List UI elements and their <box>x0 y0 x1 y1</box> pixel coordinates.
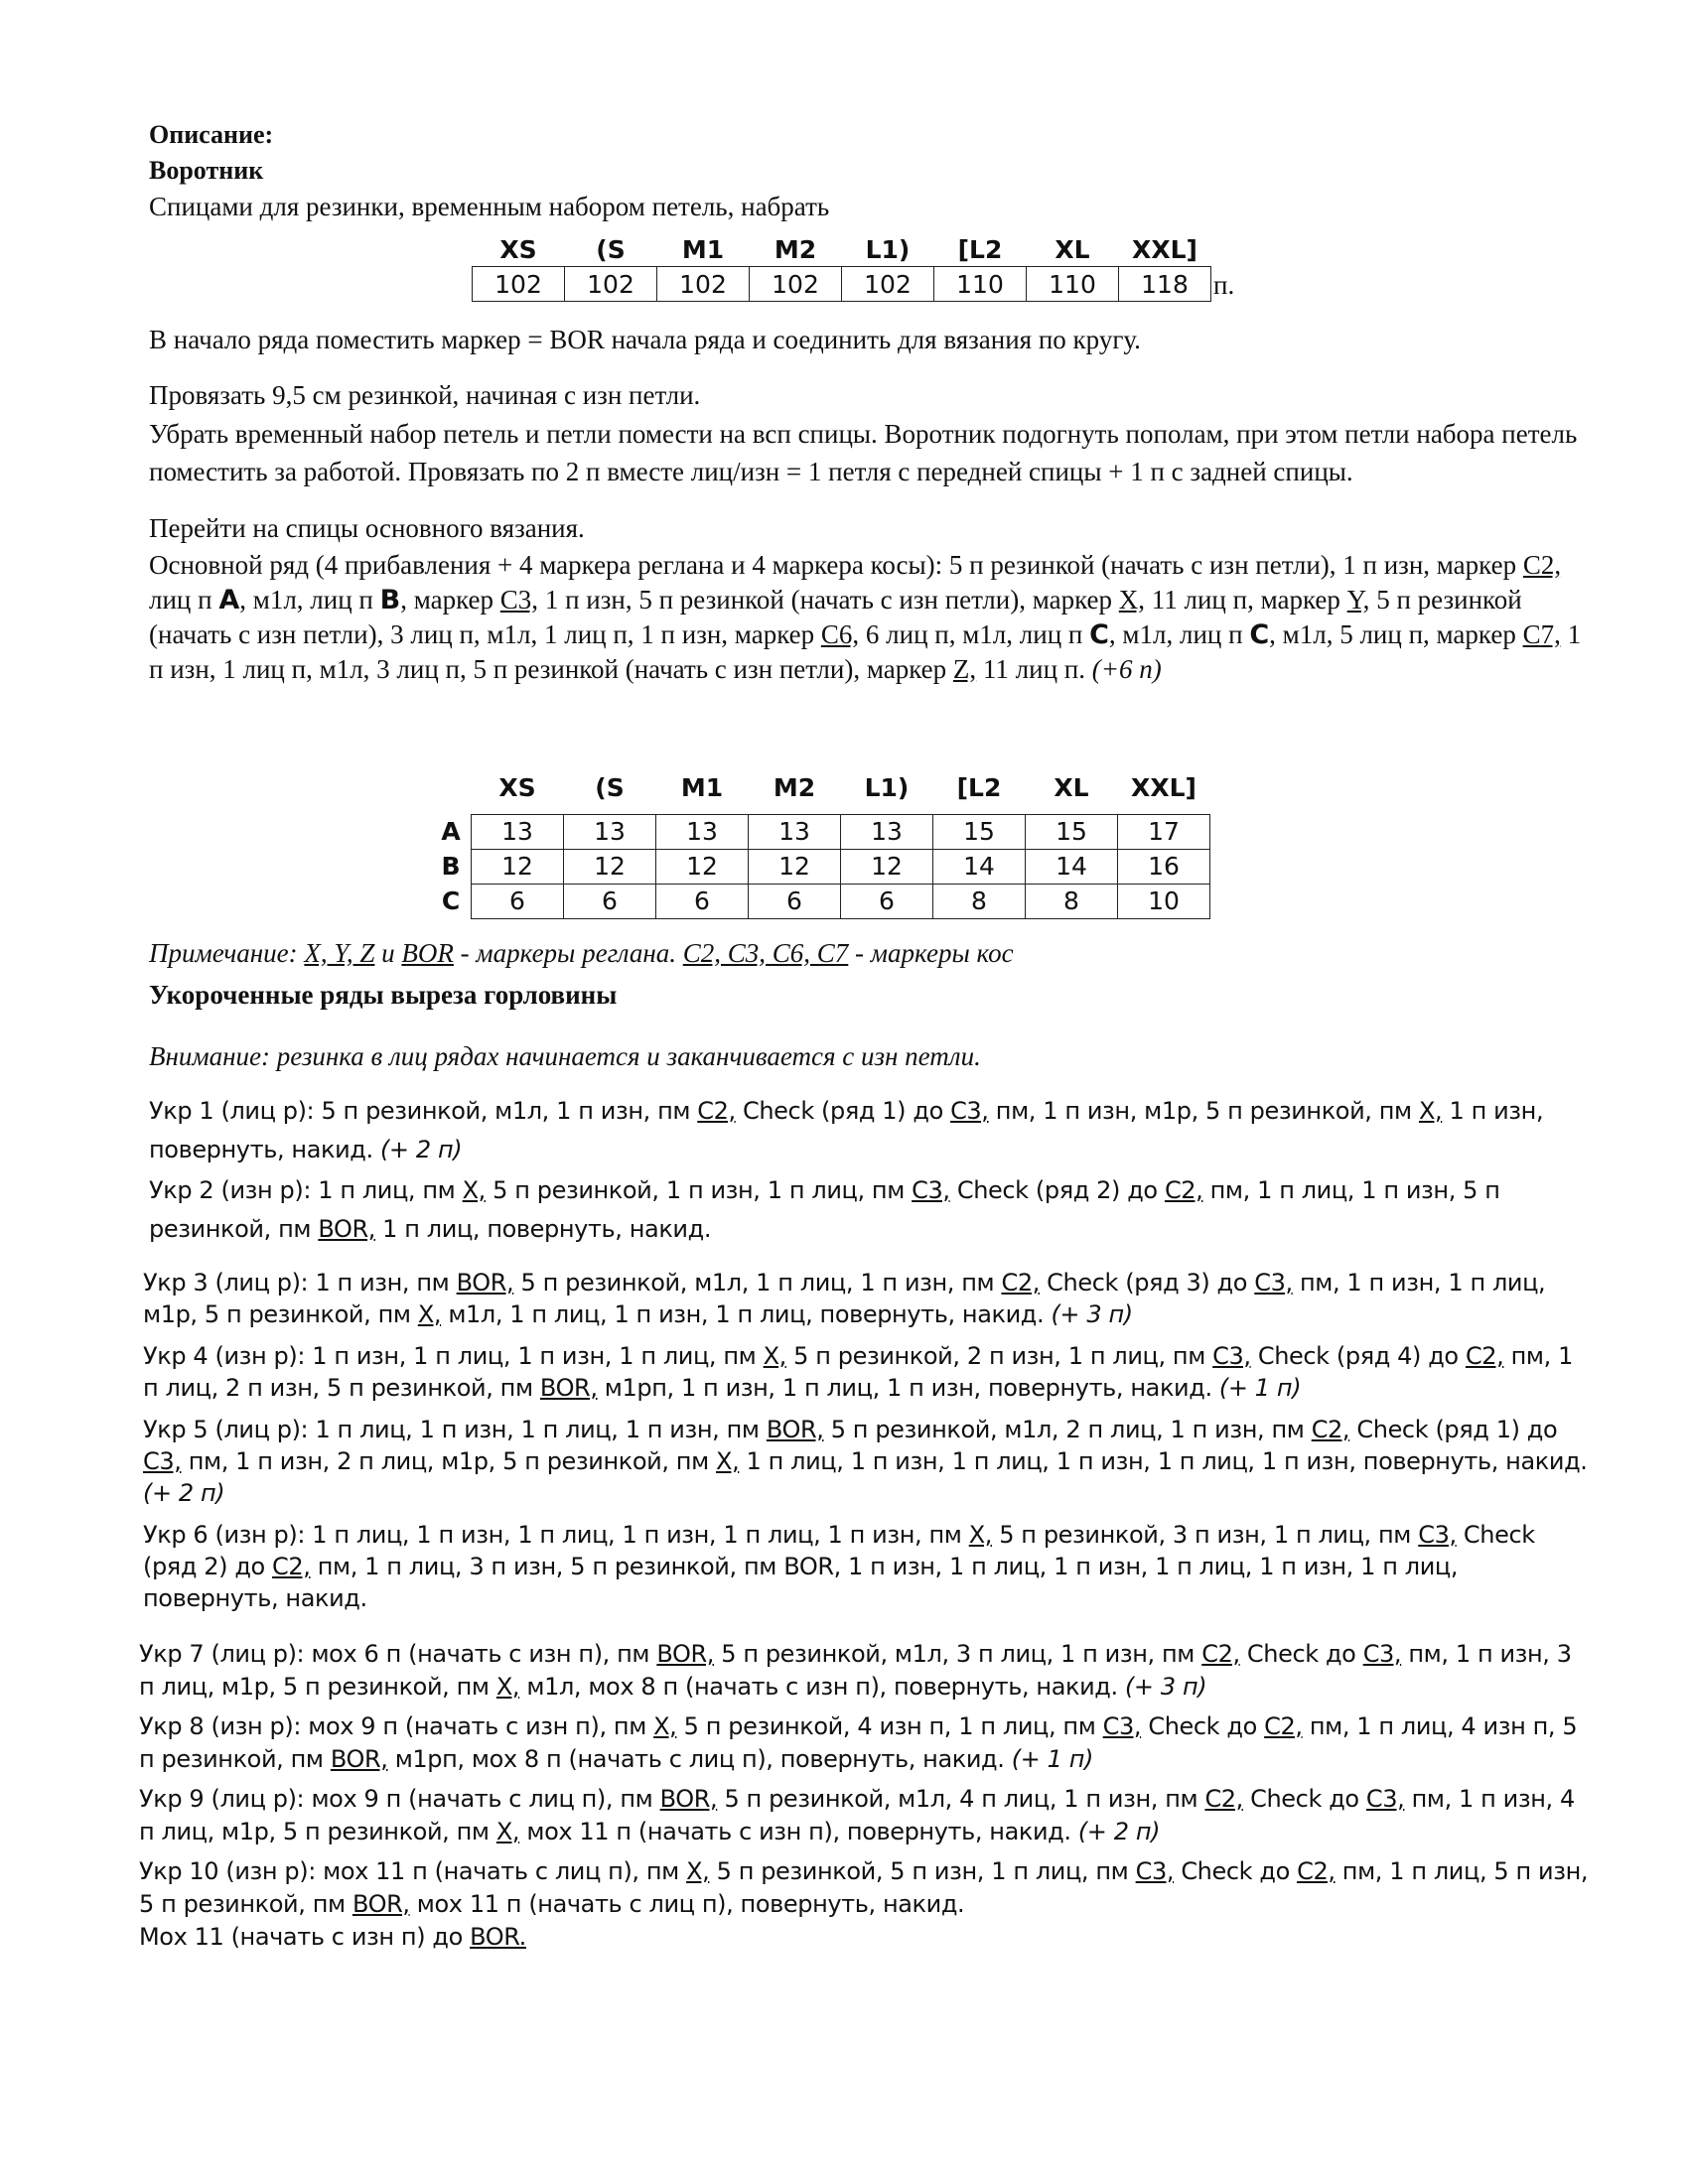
row-text: м1л, мох 8 п (начать с изн п), повернуть, накид. <box>519 1673 1125 1701</box>
cast-on-unit: п. <box>1213 270 1235 300</box>
abc-table-body <box>431 814 1210 918</box>
marker-c7: C7, <box>1522 619 1561 649</box>
main-row-text: 11 лиц п. <box>976 654 1092 684</box>
abc-cell: 12 <box>656 849 749 884</box>
row-text: Укр 6 (изн р): 1 п лиц, 1 п изн, 1 п лиц, 1 п изн, 1 п лиц, 1 п изн, пм <box>143 1521 969 1549</box>
abc-cell: 14 <box>933 849 1026 884</box>
abc-cell: 6 <box>656 884 749 918</box>
abc-row <box>431 814 1210 849</box>
row-text: 5 п резинкой, м1л, 4 п лиц, 1 п изн, пм <box>717 1785 1205 1813</box>
label-a: A <box>218 585 240 615</box>
cast-on-cell: 110 <box>1027 267 1119 302</box>
marker: C2, <box>1001 1269 1040 1297</box>
ukr-3 <box>143 1267 1593 1330</box>
marker: X, <box>716 1447 740 1475</box>
marker: X, <box>1418 1097 1443 1125</box>
row-text: Check (ряд 1) до <box>1349 1416 1558 1443</box>
marker: C2, <box>1465 1342 1504 1370</box>
marker: X, <box>495 1673 520 1701</box>
table-corner <box>431 762 472 814</box>
row-text: м1рп, 1 п изн, 1 п лиц, 1 п изн, повернуть, накид. <box>597 1374 1219 1402</box>
row-text: Check до <box>1174 1857 1298 1885</box>
main-row-text: лиц п <box>149 585 219 614</box>
row-text: 5 п резинкой, 1 п изн, 1 п лиц, пм <box>485 1176 913 1204</box>
row-text: пм, 1 п лиц, 4 изн п, 5 п резинкой, пм <box>139 1712 1578 1773</box>
main-row-text: 5 п резинкой (начать с изн петли), 3 лиц п, м1л, 1 лиц п, 1 п изн, маркер <box>149 585 1522 649</box>
row-text: мох 11 п (начать с лиц п), повернуть, накид. <box>409 1890 965 1918</box>
marker: C3, <box>1212 1342 1251 1370</box>
row-text: 5 п резинкой, м1л, 2 п лиц, 1 п изн, пм <box>823 1416 1312 1443</box>
marker: C3, <box>143 1447 182 1475</box>
abc-cell: 17 <box>1118 814 1210 849</box>
marker: C3, <box>912 1176 950 1204</box>
increase-count: (+ 2 п) <box>1077 1818 1161 1845</box>
row-text: 1 п лиц, повернуть, накид. <box>374 1215 712 1243</box>
row-text: 5 п резинкой, 2 п изн, 1 п лиц, пм <box>785 1342 1213 1370</box>
abc-cell: 15 <box>933 814 1026 849</box>
main-row-text: , маркер <box>400 585 500 614</box>
heading-description: Описание: <box>149 120 274 149</box>
row-text: 1 п лиц, 1 п изн, 1 п лиц, 1 п изн, 1 п лиц, 1 п изн, повернуть, накид. <box>739 1447 1588 1475</box>
row-text: 5 п резинкой, 4 изн п, 1 п лиц, пм <box>676 1712 1103 1740</box>
ukr-9 <box>139 1783 1589 1848</box>
size-header: (S <box>596 234 626 264</box>
row-text: Укр 7 (лиц р): мох 6 п (начать с изн п), пм <box>139 1640 657 1668</box>
marker: C3, <box>1362 1640 1402 1668</box>
marker: X, <box>763 1342 786 1370</box>
marker: C2, <box>272 1553 311 1580</box>
marker: C3, <box>1135 1857 1175 1885</box>
marker-x: X, <box>1118 585 1146 614</box>
size-header: L1) <box>864 773 910 803</box>
size-header: M1 <box>681 234 725 264</box>
abc-stitch-table <box>431 762 1210 919</box>
row-text: 5 п резинкой, м1л, 1 п лиц, 1 п изн, пм <box>513 1269 1002 1297</box>
note-paragraph <box>149 935 1599 971</box>
ukr-5 <box>143 1414 1593 1509</box>
size-header-row <box>473 232 1211 267</box>
marker: C2, <box>1297 1857 1336 1885</box>
abc-cell: 12 <box>564 849 656 884</box>
main-row-text: , м1л, лиц п <box>239 585 380 614</box>
size-header: XXL] <box>1131 773 1196 803</box>
row-label: C <box>441 887 461 915</box>
marker: C2, <box>697 1097 736 1125</box>
main-row-text: , м1л, 5 лиц п, маркер <box>1269 619 1523 649</box>
marker: X, <box>417 1300 442 1328</box>
marker: C3, <box>1365 1785 1405 1813</box>
cast-on-cell: 102 <box>565 267 657 302</box>
marker: BOR, <box>330 1745 388 1773</box>
row-text: м1рп, мох 8 п (начать с лиц п), повернуть, накид. <box>387 1745 1012 1773</box>
size-header: L1) <box>865 234 911 264</box>
collar-paragraph-3: Перейти на спицы основного вязания. <box>149 513 585 543</box>
row-text: мох 11 п (начать с изн п), повернуть, накид. <box>519 1818 1078 1845</box>
abc-cell: 10 <box>1118 884 1210 918</box>
row-text: Check до <box>1141 1712 1265 1740</box>
heading-short-rows: Укороченные ряды выреза горловины <box>149 980 618 1010</box>
label-b: B <box>379 585 401 615</box>
abc-cell: 8 <box>933 884 1026 918</box>
note-block <box>149 935 1599 1074</box>
row-text: Check (ряд 2) до <box>949 1176 1165 1204</box>
row-text: пм, 1 п изн, 2 п лиц, м1р, 5 п резинкой, пм <box>181 1447 717 1475</box>
raglan-markers: X, Y, Z <box>304 938 375 968</box>
heading-block <box>149 117 1599 224</box>
row-text: Укр 4 (изн р): 1 п изн, 1 п лиц, 1 п изн, 1 п лиц, пм <box>143 1342 764 1370</box>
size-header: (S <box>595 773 625 803</box>
marker: C2, <box>1311 1416 1350 1443</box>
abc-cell: 13 <box>564 814 656 849</box>
final-row <box>139 1921 1589 1954</box>
abc-cell: 12 <box>749 849 841 884</box>
marker: C2, <box>1164 1176 1203 1204</box>
cast-on-cell: 102 <box>657 267 750 302</box>
short-rows-block-2 <box>143 1267 1593 1614</box>
row-text: Укр 2 (изн р): 1 п лиц, пм <box>149 1176 463 1204</box>
marker: BOR, <box>539 1374 598 1402</box>
ukr-1 <box>149 1092 1599 1169</box>
marker-c3: C3, <box>499 585 539 614</box>
row-text: пм, 1 п лиц, 3 п изн, 5 п резинкой, пм BOR, 1 п изн, 1 п лиц, 1 п изн, 1 п лиц, 1 п изн, 1 п лиц, повернуть, накид. <box>143 1553 1459 1612</box>
abc-cell: 14 <box>1026 849 1118 884</box>
marker: BOR, <box>656 1640 714 1668</box>
cast-on-table <box>472 232 1211 302</box>
row-text: 5 п резинкой, м1л, 3 п лиц, 1 п изн, пм <box>714 1640 1202 1668</box>
row-text: пм, 1 п изн, 4 п лиц, м1р, 5 п резинкой, пм <box>139 1785 1575 1845</box>
marker-y: Y, <box>1346 585 1370 614</box>
main-row-text: Основной ряд (4 прибавления + 4 маркера реглана и 4 маркера косы): 5 п резинкой (начать с изн петли), 1 п изн, маркер <box>149 550 1523 580</box>
row-text: Укр 9 (лиц р): мох 9 п (начать с лиц п), пм <box>139 1785 660 1813</box>
row-label: B <box>441 852 461 881</box>
marker: C2, <box>1264 1712 1303 1740</box>
increase-count: (+ 3 п) <box>1051 1300 1133 1328</box>
marker: X, <box>462 1176 486 1204</box>
row-text: 5 п резинкой, 3 п изн, 1 п лиц, пм <box>991 1521 1419 1549</box>
abc-cell: 12 <box>472 849 564 884</box>
marker: BOR. <box>470 1923 526 1951</box>
marker: BOR, <box>659 1785 718 1813</box>
row-text: 5 п резинкой, 5 п изн, 1 п лиц, пм <box>709 1857 1136 1885</box>
collar-intro: Спицами для резинки, временным набором петель, набрать <box>149 192 830 221</box>
collar-text <box>149 322 1599 687</box>
row-text: пм, 1 п лиц, 1 п изн, 5 п резинкой, пм <box>149 1176 1500 1243</box>
main-row-paragraph <box>149 548 1599 687</box>
main-row-text: 6 лиц п, м1л, лиц п <box>859 619 1090 649</box>
marker-c2: C2, <box>1522 550 1562 580</box>
abc-cell: 6 <box>564 884 656 918</box>
row-text: пм, 1 п лиц, 5 п изн, 5 п резинкой, пм <box>139 1857 1589 1918</box>
marker: C3, <box>1418 1521 1457 1549</box>
marker: C3, <box>1254 1269 1293 1297</box>
row-text: м1л, 1 п лиц, 1 п изн, 1 п лиц, повернуть, накид. <box>441 1300 1052 1328</box>
abc-row <box>431 849 1210 884</box>
marker: BOR, <box>352 1890 410 1918</box>
bor-marker: BOR <box>401 938 454 968</box>
abc-cell: 8 <box>1026 884 1118 918</box>
increase-count: (+ 2 п) <box>379 1136 463 1163</box>
row-text: пм, 1 п лиц, 2 п изн, 5 п резинкой, пм <box>143 1342 1573 1402</box>
marker: X, <box>686 1857 710 1885</box>
cast-on-cell: 110 <box>934 267 1027 302</box>
main-row-text: 11 лиц п, маркер <box>1145 585 1347 614</box>
row-text: Укр 8 (изн р): мох 9 п (начать с изн п), пм <box>139 1712 654 1740</box>
size-header: XS <box>498 773 536 803</box>
main-row-text: 1 п изн, 1 лиц п, м1л, 3 лиц п, 5 п резинкой (начать с изн петли), маркер <box>149 619 1582 684</box>
abc-cell: 16 <box>1118 849 1210 884</box>
marker: X, <box>495 1818 520 1845</box>
size-header: M2 <box>774 234 817 264</box>
abc-row <box>431 884 1210 918</box>
size-header: M2 <box>773 773 816 803</box>
marker: C3, <box>950 1097 989 1125</box>
marker: C3, <box>1102 1712 1142 1740</box>
cast-on-cell: 102 <box>842 267 934 302</box>
abc-cell: 12 <box>841 849 933 884</box>
marker: X, <box>653 1712 677 1740</box>
note-text: - маркеры реглана. <box>453 938 683 968</box>
row-text: Check до <box>1242 1785 1366 1813</box>
ukr-8 <box>139 1710 1589 1776</box>
increase-count: (+ 3 п) <box>1124 1673 1207 1701</box>
marker: BOR, <box>318 1215 375 1243</box>
main-row-text: 1 п изн, 5 п резинкой (начать с изн петли), маркер <box>538 585 1119 614</box>
increase-count: (+ 2 п) <box>143 1479 225 1507</box>
ukr-6 <box>143 1519 1593 1614</box>
row-text: Укр 1 (лиц р): 5 п резинкой, м1л, 1 п изн, пм <box>149 1097 698 1125</box>
main-row-text: , м1л, лиц п <box>1108 619 1250 649</box>
increase-count: (+ 1 п) <box>1218 1374 1302 1402</box>
note-text: и <box>374 938 402 968</box>
size-header: XXL] <box>1132 234 1197 264</box>
marker-c6: C6, <box>820 619 860 649</box>
marker: BOR, <box>766 1416 824 1443</box>
abc-cell: 13 <box>841 814 933 849</box>
collar-paragraph-1: Провязать 9,5 см резинкой, начиная с изн петли. <box>149 380 701 410</box>
increase-count: (+6 п) <box>1091 654 1162 684</box>
abc-cell: 6 <box>749 884 841 918</box>
row-text: Укр 3 (лиц р): 1 п изн, пм <box>143 1269 457 1297</box>
abc-cell: 13 <box>656 814 749 849</box>
size-header: XL <box>1055 234 1090 264</box>
marker-z: Z, <box>952 654 977 684</box>
size-header-row <box>431 762 1210 814</box>
marker: C2, <box>1201 1640 1240 1668</box>
attention-note: Внимание: резинка в лиц рядах начинается и заканчивается с изн петли. <box>149 1041 981 1071</box>
row-text: пм, 1 п изн, м1р, 5 п резинкой, пм <box>988 1097 1419 1125</box>
row-text: Check (ряд 1) до <box>735 1097 951 1125</box>
row-text: пм, 1 п изн, 3 п лиц, м1р, 5 п резинкой, пм <box>139 1640 1572 1701</box>
row-text: пм, 1 п изн, 1 п лиц, м1р, 5 п резинкой, пм <box>143 1269 1546 1328</box>
size-header: M1 <box>680 773 724 803</box>
cable-markers: C2, C3, C6, C7 <box>682 938 849 968</box>
row-text: Мох 11 (начать с изн п) до <box>139 1923 471 1951</box>
cast-on-row <box>473 267 1211 302</box>
row-label: A <box>441 817 461 846</box>
increase-count: (+ 1 п) <box>1011 1745 1093 1773</box>
collar-paragraph-2: Убрать временный набор петель и петли помести на всп спицы. Воротник подогнуть пополам, при этом петли набора петель поместить за работой. Провязать по 2 п вместе лиц/изн = 1 петля с передней спицы + 1 п с задней спицы. <box>149 419 1578 486</box>
abc-cell: 13 <box>749 814 841 849</box>
cast-on-cell: 118 <box>1119 267 1211 302</box>
ukr-10 <box>139 1855 1589 1921</box>
ukr-7 <box>139 1638 1589 1704</box>
size-header: XL <box>1054 773 1089 803</box>
marker: X, <box>968 1521 992 1549</box>
row-text: Check до <box>1239 1640 1363 1668</box>
row-text: Check (ряд 2) до <box>143 1521 1535 1580</box>
row-text: Check (ряд 3) до <box>1039 1269 1255 1297</box>
label-c: C <box>1089 619 1109 650</box>
heading-collar: Воротник <box>149 156 264 185</box>
row-text: Check (ряд 4) до <box>1250 1342 1466 1370</box>
row-text: Укр 10 (изн р): мох 11 п (начать с лиц п), пм <box>139 1857 687 1885</box>
short-rows-block-3 <box>139 1638 1589 1954</box>
ukr-4 <box>143 1340 1593 1404</box>
cast-on-cell: 102 <box>473 267 565 302</box>
short-rows-block <box>149 1092 1599 1249</box>
marker: C2, <box>1204 1785 1243 1813</box>
marker: BOR, <box>456 1269 514 1297</box>
size-header: [L2 <box>956 773 1002 803</box>
size-header: [L2 <box>957 234 1003 264</box>
abc-cell: 15 <box>1026 814 1118 849</box>
note-text: Примечание: <box>149 938 305 968</box>
bor-paragraph: В начало ряда поместить маркер = BOR начала ряда и соединить для вязания по кругу. <box>149 325 1141 354</box>
ukr-2 <box>149 1171 1599 1249</box>
abc-cell: 6 <box>472 884 564 918</box>
size-header: XS <box>499 234 537 264</box>
label-c: C <box>1249 619 1270 650</box>
abc-cell: 6 <box>841 884 933 918</box>
row-text: Укр 5 (лиц р): 1 п лиц, 1 п изн, 1 п лиц, 1 п изн, пм <box>143 1416 767 1443</box>
cast-on-cell: 102 <box>750 267 842 302</box>
note-text: - маркеры кос <box>848 938 1014 968</box>
row-text: 1 п изн, повернуть, накид. <box>149 1097 1544 1163</box>
abc-cell: 13 <box>472 814 564 849</box>
